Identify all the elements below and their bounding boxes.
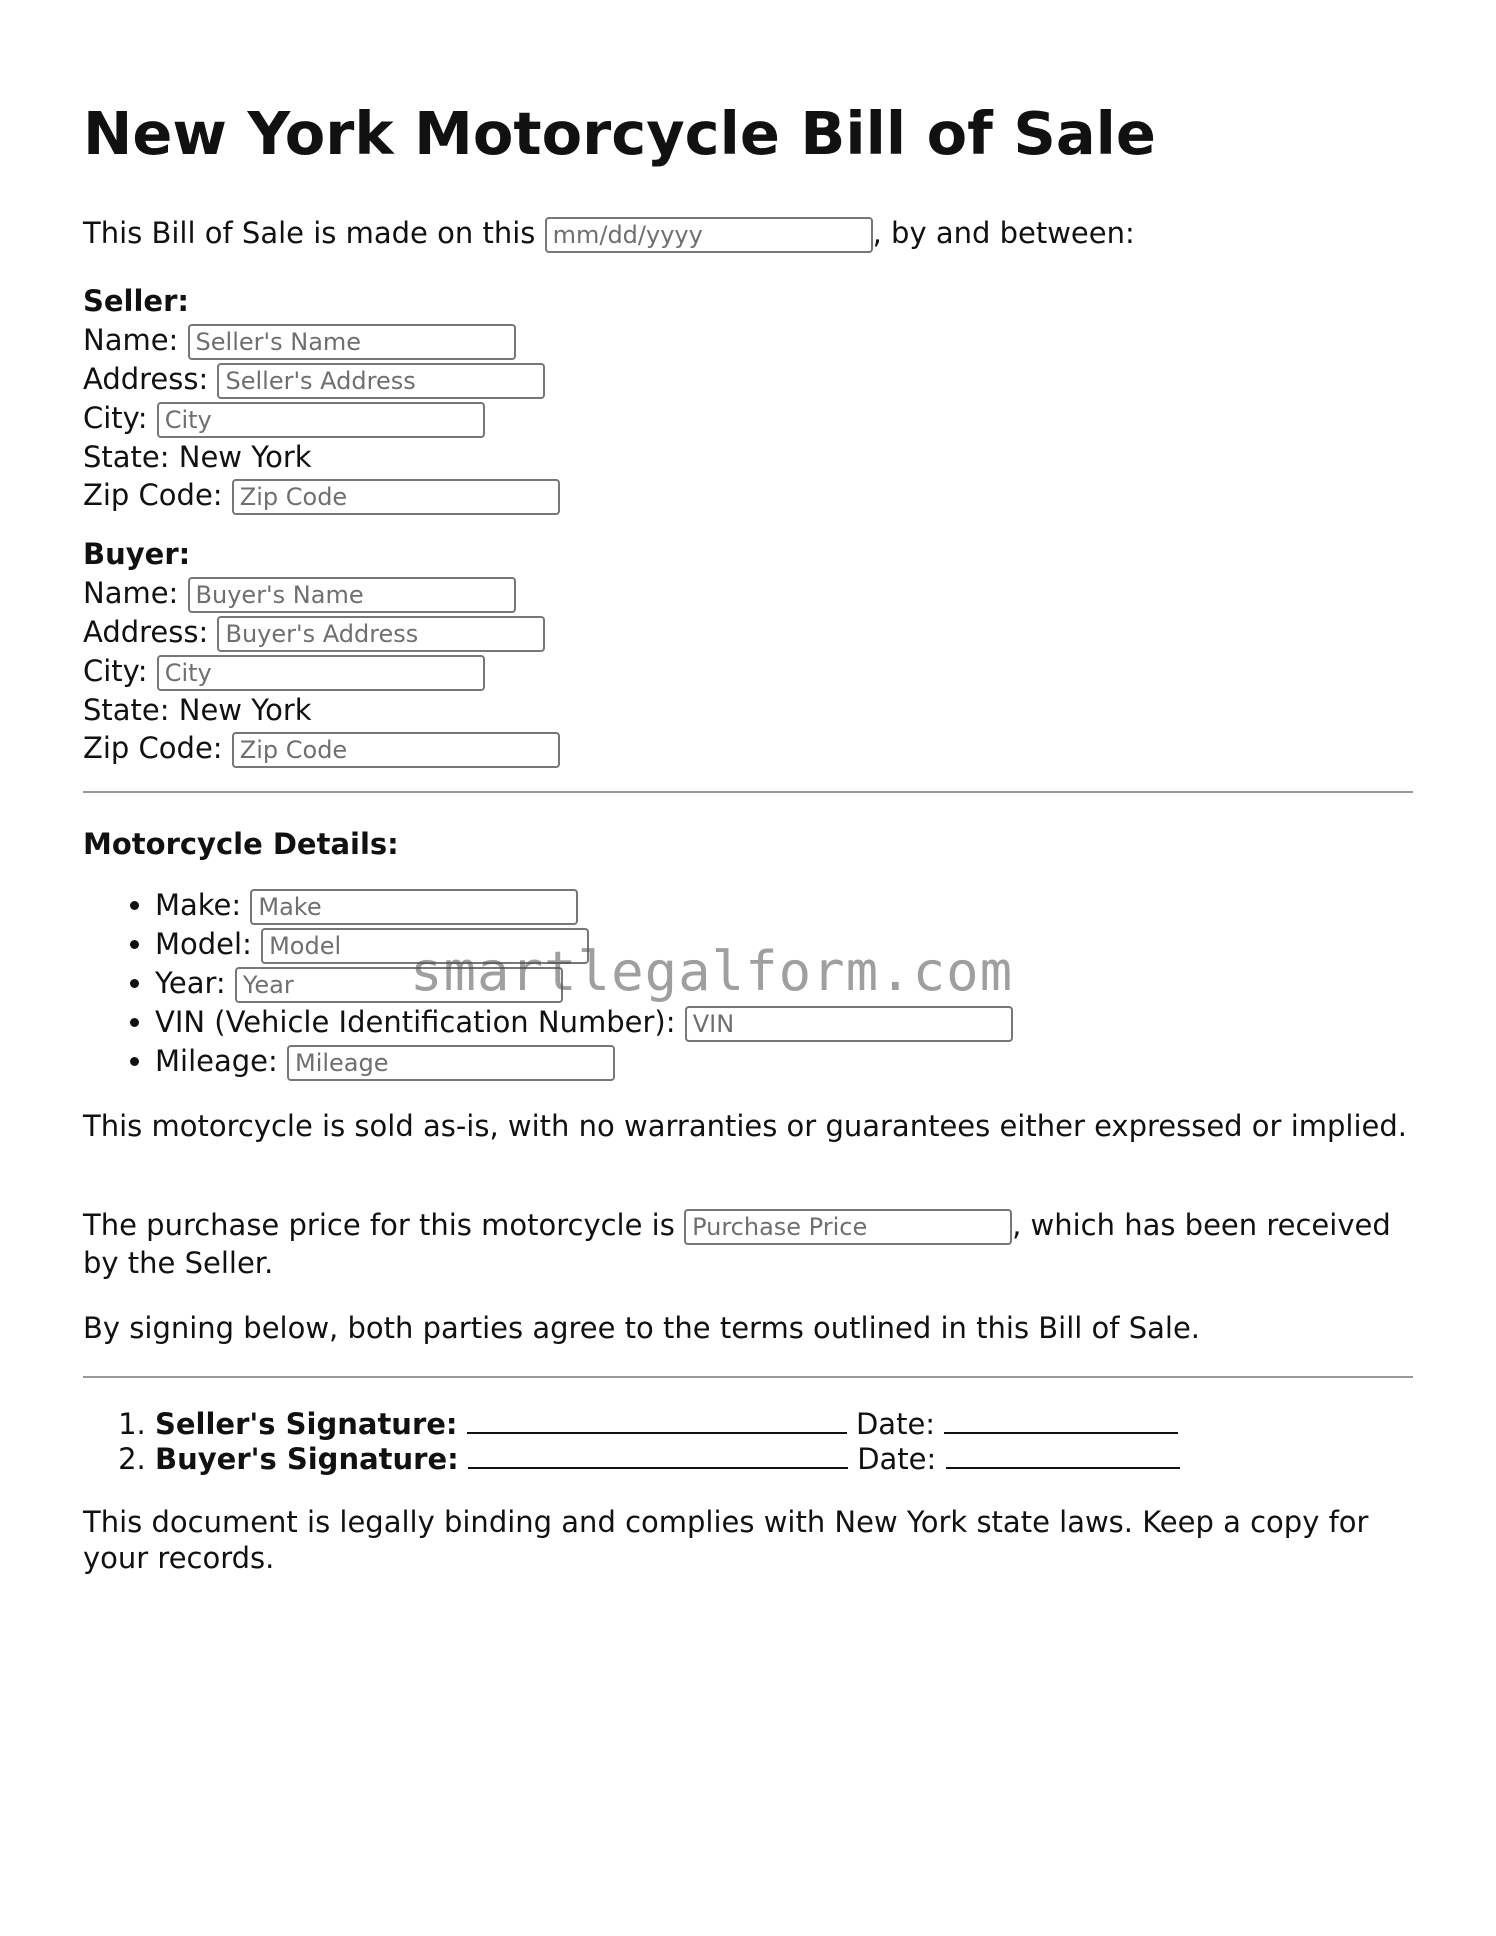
seller-section [83, 282, 560, 515]
make-label: Make: [155, 888, 242, 922]
seller-zip-label: Zip Code: [83, 478, 223, 512]
buyer-signature-blank[interactable] [468, 1443, 848, 1469]
make-input[interactable] [250, 889, 578, 925]
buyer-signature-label: Buyer's Signature: [155, 1442, 459, 1476]
purchase-price-paragraph [83, 1207, 1413, 1281]
buyer-address-row [83, 613, 560, 652]
seller-date-label: Date: [855, 1407, 936, 1441]
seller-address-label: Address: [83, 361, 209, 396]
watermark-text: smartlegalform.com [410, 940, 1014, 1003]
closing-statement: This document is legally binding and complies with New York state laws. Keep a copy for your records. [83, 1505, 1369, 1575]
seller-address-input[interactable] [217, 363, 545, 399]
seller-name-input[interactable] [188, 324, 516, 360]
details-heading: Motorcycle Details: [83, 827, 399, 861]
buyer-zip-input[interactable] [232, 732, 560, 768]
vin-label: VIN (Vehicle Identification Number): [155, 1005, 676, 1039]
mileage-input[interactable] [287, 1045, 615, 1081]
buyer-signature-line [155, 1442, 1180, 1477]
buyer-zip-label: Zip Code: [83, 731, 223, 765]
detail-year [155, 964, 1013, 1003]
seller-name-row [83, 321, 560, 360]
seller-city-row [83, 399, 560, 438]
intro-text-after: , by and between: [872, 216, 1135, 250]
page-title: New York Motorcycle Bill of Sale [83, 99, 1156, 168]
seller-city-label: City: [83, 400, 148, 435]
mileage-label: Mileage: [155, 1044, 278, 1078]
buyer-city-row [83, 652, 560, 691]
seller-date-blank[interactable] [944, 1408, 1178, 1434]
as-is-statement: This motorcycle is sold as-is, with no warranties or guarantees either expressed or implied. [83, 1109, 1407, 1143]
sale-date-input[interactable] [545, 217, 873, 253]
intro-text-before: This Bill of Sale is made on this [83, 216, 545, 250]
detail-mileage [155, 1042, 1013, 1081]
seller-signature-label: Seller's Signature: [155, 1407, 458, 1441]
year-label: Year: [155, 966, 226, 1000]
divider-bottom [83, 1376, 1413, 1378]
buyer-zip-row [83, 729, 560, 768]
seller-zip-row [83, 476, 560, 515]
price-text-after: , which has been received by the Seller. [83, 1208, 1391, 1280]
seller-city-input[interactable] [157, 402, 485, 438]
model-input[interactable] [261, 928, 589, 964]
intro-line [83, 214, 1135, 253]
divider-top [83, 791, 1413, 793]
buyer-section [83, 535, 560, 768]
seller-zip-input[interactable] [232, 479, 560, 515]
seller-heading: Seller: [83, 284, 190, 318]
agreement-statement: By signing below, both parties agree to the terms outlined in this Bill of Sale. [83, 1311, 1201, 1345]
buyer-date-blank[interactable] [946, 1443, 1180, 1469]
buyer-name-input[interactable] [188, 577, 516, 613]
seller-name-label: Name: [83, 322, 179, 357]
buyer-date-label: Date: [857, 1442, 937, 1476]
buyer-address-label: Address: [83, 614, 209, 649]
purchase-price-input[interactable] [684, 1209, 1012, 1245]
seller-address-row [83, 360, 560, 399]
vin-input[interactable] [685, 1006, 1013, 1042]
buyer-name-row [83, 574, 560, 613]
year-input[interactable] [235, 967, 563, 1003]
seller-signature-line [155, 1407, 1180, 1442]
signature-list [83, 1407, 1180, 1477]
motorcycle-details-list [83, 886, 1013, 1081]
buyer-name-label: Name: [83, 575, 179, 610]
detail-model [155, 925, 1013, 964]
buyer-address-input[interactable] [217, 616, 545, 652]
buyer-city-label: City: [83, 653, 148, 688]
detail-vin [155, 1003, 1013, 1042]
seller-state-line: State: New York [83, 439, 312, 474]
price-text-before: The purchase price for this motorcycle is [83, 1208, 685, 1242]
buyer-heading: Buyer: [83, 537, 191, 571]
buyer-state-line: State: New York [83, 692, 312, 727]
detail-make [155, 886, 1013, 925]
model-label: Model: [155, 927, 252, 961]
seller-signature-blank[interactable] [467, 1408, 847, 1434]
buyer-city-input[interactable] [157, 655, 485, 691]
